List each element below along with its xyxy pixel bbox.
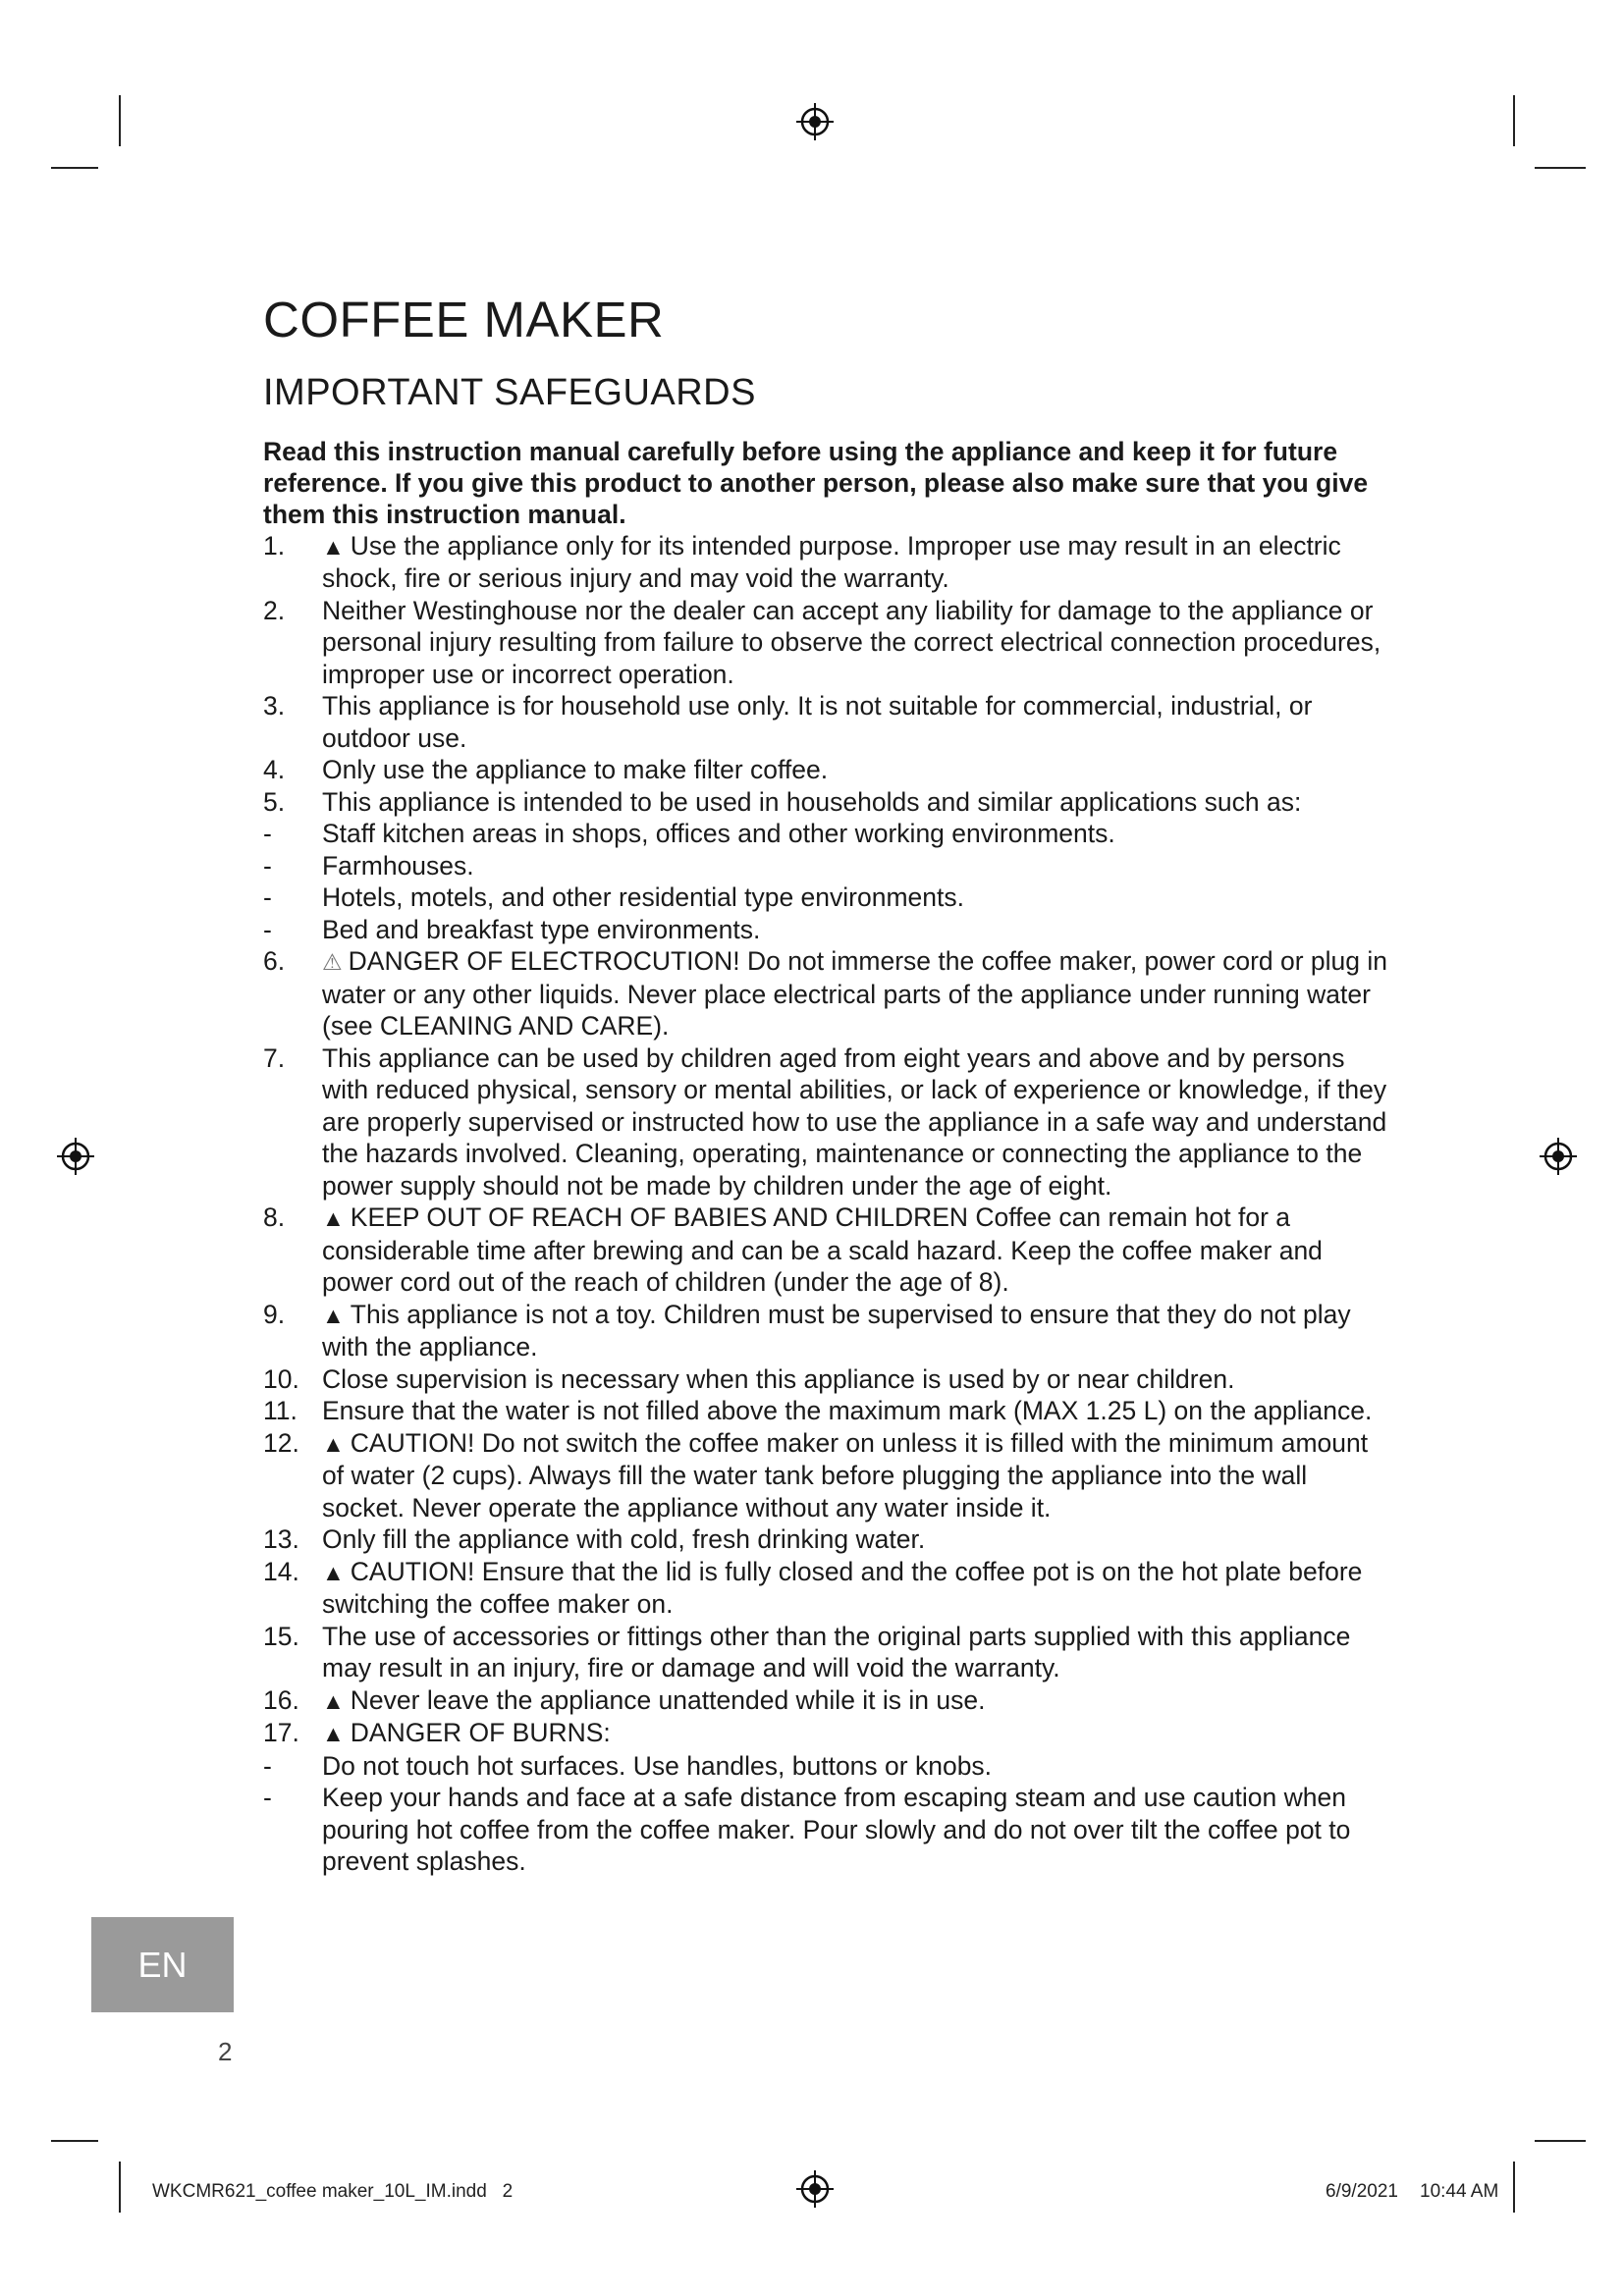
warning-filled-icon: ▲	[322, 1559, 345, 1585]
warning-outline-icon: ⚠	[322, 949, 343, 976]
list-item-marker: 3.	[263, 691, 286, 721]
warning-filled-icon: ▲	[322, 1721, 345, 1747]
crop-mark-bottom-right-vertical	[1513, 2162, 1515, 2213]
list-item-text: Keep your hands and face at a safe distance from escaping steam and use caution when pouring hot coffee from the coffee maker. Pour slowly and do not over tilt the coffee pot to prevent splashes.	[322, 1783, 1351, 1877]
list-item	[263, 914, 1392, 946]
list-item-marker: 1.	[263, 530, 286, 561]
footer-time: 10:44 AM	[1420, 2181, 1499, 2202]
warning-filled-icon: ▲	[322, 1430, 345, 1457]
list-item-text: Farmhouses.	[322, 850, 474, 881]
list-item	[263, 1556, 1392, 1621]
list-item-marker: 8.	[263, 1202, 286, 1233]
list-item	[263, 1363, 1392, 1396]
list-item-marker: 2.	[263, 595, 286, 625]
list-item-marker: 10.	[263, 1363, 299, 1394]
registration-mark-icon	[795, 2169, 835, 2209]
list-item	[263, 1621, 1392, 1684]
list-item-text: DANGER OF BURNS:	[350, 1718, 611, 1748]
crop-mark-top-right-horizontal	[1535, 167, 1586, 169]
page-number: 2	[218, 2037, 233, 2066]
list-item-marker: 14.	[263, 1556, 299, 1586]
safeguards-list	[263, 530, 1392, 1878]
registration-mark-icon	[1539, 1137, 1578, 1176]
list-item	[263, 1523, 1392, 1556]
list-item	[263, 1684, 1392, 1718]
list-item-text: Only use the appliance to make filter coffee.	[322, 755, 829, 785]
list-item-marker: 13.	[263, 1524, 299, 1555]
warning-filled-icon: ▲	[322, 1687, 345, 1714]
list-item-marker: -	[263, 1783, 272, 1813]
list-item-text: This appliance is not a toy. Children must be supervised to ensure that they do not play with the appliance.	[322, 1299, 1351, 1362]
list-item-text: Close supervision is necessary when this appliance is used by or near children.	[322, 1363, 1235, 1394]
list-item	[263, 881, 1392, 914]
list-item-marker: -	[263, 850, 272, 881]
list-item	[263, 530, 1392, 595]
list-item	[263, 1427, 1392, 1524]
list-item	[263, 1042, 1392, 1202]
list-item-text: Never leave the appliance unattended while it is in use.	[350, 1684, 986, 1715]
footer-date: 6/9/2021	[1326, 2181, 1398, 2202]
list-item	[263, 1782, 1392, 1878]
list-item	[263, 1750, 1392, 1783]
list-item-text: This appliance can be used by children aged from eight years and above and by persons with reduced physical, sensory or mental abilities, or lack of experience or knowledge, if they are properly supervised or instructed how to use the appliance in a safe way and understand the hazards involved. Cleaning, operating, maintenance or connecting the appliance to the power supply should not be made by children under the age of eight.	[322, 1042, 1387, 1201]
footer-file-name: WKCMR621_coffee maker_10L_IM.indd 2	[152, 2181, 514, 2202]
warning-filled-icon: ▲	[322, 1205, 345, 1232]
language-tab: EN	[91, 1917, 234, 2012]
list-item	[263, 818, 1392, 850]
list-item	[263, 945, 1392, 1042]
list-item-text: CAUTION! Ensure that the lid is fully closed and the coffee pot is on the hot plate before switching the coffee maker on.	[322, 1556, 1363, 1620]
list-item-text: KEEP OUT OF REACH OF BABIES AND CHILDREN Coffee can remain hot for a considerable time after brewing and can be a scald hazard. Keep the coffee maker and power cord out of the reach of children (under the age of 8).	[322, 1202, 1323, 1298]
list-item-text: This appliance is for household use only. It is not suitable for commercial, industrial, or outdoor use.	[322, 691, 1313, 753]
list-item-marker: 17.	[263, 1718, 299, 1748]
list-item-text: Staff kitchen areas in shops, offices and other working environments.	[322, 819, 1115, 849]
list-item-marker: 9.	[263, 1299, 286, 1329]
page-title: COFFEE MAKER	[263, 292, 665, 347]
list-item-marker: -	[263, 914, 272, 944]
list-item	[263, 754, 1392, 786]
list-item	[263, 1717, 1392, 1750]
list-item-marker: 15.	[263, 1621, 299, 1651]
list-item-text: Bed and breakfast type environments.	[322, 914, 761, 944]
list-item-text: Hotels, motels, and other residential type environments.	[322, 882, 964, 913]
warning-filled-icon: ▲	[322, 533, 345, 560]
list-item-text: DANGER OF ELECTROCUTION! Do not immerse the coffee maker, power cord or plug in water or any other liquids. Never place electrical parts of the appliance under running water (see CLEANING AND CARE).	[322, 946, 1388, 1041]
list-item-marker: 5.	[263, 786, 286, 817]
list-item-marker: 11.	[263, 1396, 298, 1426]
list-item	[263, 595, 1392, 691]
crop-mark-top-left-vertical	[119, 95, 121, 146]
registration-mark-icon	[795, 102, 835, 141]
intro-paragraph: Read this instruction manual carefully before using the appliance and keep it for future reference. If you give this product to another person, please also make sure that you give them this instruction manual.	[263, 436, 1369, 529]
list-item	[263, 690, 1392, 754]
list-item	[263, 1201, 1392, 1299]
list-item	[263, 786, 1392, 819]
section-title: IMPORTANT SAFEGUARDS	[263, 372, 756, 414]
list-item-text: Ensure that the water is not filled above the maximum mark (MAX 1.25 L) on the appliance.	[322, 1396, 1373, 1426]
list-item-text: Use the appliance only for its intended purpose. Improper use may result in an electric shock, fire or serious injury and may void the warranty.	[322, 530, 1341, 594]
list-item-marker: -	[263, 1750, 272, 1781]
crop-mark-bottom-left-horizontal	[51, 2140, 98, 2142]
list-item-text: This appliance is intended to be used in households and similar applications such as:	[322, 786, 1302, 817]
list-item-text: Do not touch hot surfaces. Use handles, buttons or knobs.	[322, 1750, 993, 1781]
list-item-text: Only fill the appliance with cold, fresh drinking water.	[322, 1524, 926, 1555]
list-item-marker: 7.	[263, 1042, 286, 1073]
list-item-text: The use of accessories or fittings other than the original parts supplied with this appliance may result in an injury, fire or damage and will void the warranty.	[322, 1621, 1351, 1683]
list-item	[263, 1395, 1392, 1427]
list-item	[263, 1299, 1392, 1363]
warning-filled-icon: ▲	[322, 1302, 345, 1328]
crop-mark-top-left-horizontal	[51, 167, 98, 169]
list-item-marker: 6.	[263, 946, 286, 977]
list-item-marker: 12.	[263, 1427, 299, 1458]
list-item-marker: -	[263, 882, 272, 913]
crop-mark-bottom-left-vertical	[119, 2162, 121, 2213]
list-item-marker: -	[263, 819, 272, 849]
registration-mark-icon	[56, 1137, 95, 1176]
list-item-text: CAUTION! Do not switch the coffee maker on unless it is filled with the minimum amount of water (2 cups). Always fill the water tank before plugging the appliance into the wall socket. Never operate the appliance without any water inside it.	[322, 1427, 1369, 1522]
list-item-marker: 16.	[263, 1684, 299, 1715]
list-item	[263, 850, 1392, 882]
list-item-text: Neither Westinghouse nor the dealer can accept any liability for damage to the appliance or personal injury resulting from failure to observe the correct electrical connection procedures, improper use or incorrect operation.	[322, 595, 1381, 689]
manual-content	[263, 290, 1392, 1878]
list-item-marker: 4.	[263, 755, 286, 785]
crop-mark-bottom-right-horizontal	[1535, 2140, 1586, 2142]
crop-mark-top-right-vertical	[1513, 95, 1515, 146]
